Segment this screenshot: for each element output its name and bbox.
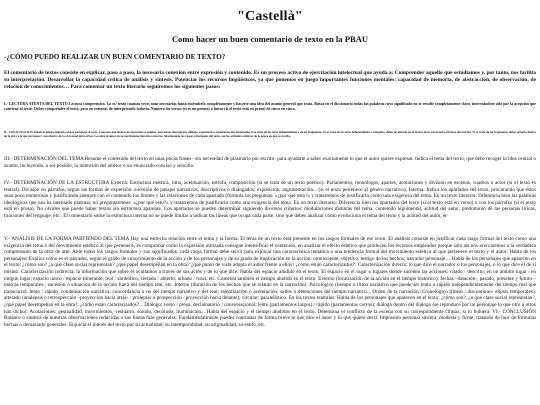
intro-paragraph: El comentario de textos consiste en explicar, paso a paso, la necesaria conexión entre expresión y contenido. Es un proceso activo de ejercitación intelectual que ayuda a: Comprender aquello que estudiamos y, por tanto, nos facilita su interpretación. Desarrollar la capacidad crítica de análisis y síntesis. Potenciar los recursos lingüísticos, ya que ponemos en juego importantes funciones mentales: capacidad de memoria, de abstracción, de observación, de relación de conocimientos… Para comentar un texto literario seguiremos los siguientes pasos: bbox=[4, 70, 536, 90]
section-lectura-atenta: I.- LECTURA ATENTA DEL TEXTO Lectura comprensiva. Lo es! texto cuantas veces sean necesarias hasta entenderlo completamente y hacerte una idea del asunto general que trata. Busca en el diccionario todas las palabras cuyo significado no te resulte completamente claro, interesándote sólo por la acepción que conviene al texto. Debes comprender el texto, pero no tratarás de interpretarlo todavía. Numera los versos (si es un poema) o líneas (si el texto está en prosa) de cinco en cinco. bbox=[4, 101, 536, 112]
section-analisis-forma: V.- ANÁLISIS DE LA FORMA PARTIENDO DEL TEMA Hay una estrecha relación entre el tema y la forma. El tema de un texto está presente en los rasgos formales de ese texto. El análisis consiste en justificar cada rasgo formal del texto como una exigencia del tema o del movimiento estético al que pertenece, es comprobar cómo la expresión utilizada consigue intensificar el contenido, en analizar el efecto estético que producen los recursos empleados porque sólo así nos acercaremos a la verdadera comprensión de la obra de arte. Ante todos los rasgos formales y sus significados: cada rasgo formal debe servir para explicar una característica temática o una tendencia formal del movimiento estético al que pertenece el texto y el autor. Habla de los personajes: Explica cómo es el narrador, según el grado de conocimiento de la acción y de los personajes y de su grado de implicación en la acción: omnisciente, objetivo, testigo de los hechos, narrador personaje… Habla de los personajes que aparecen en el texto: ¿cómo son? ¿a qué clase social representan? ¿qué papel desempeñan en la obra? ¿qué punto de vista adopta el autor frente a ellos? ¿cómo están caracterizados?: Caracterización directa: lo que dice el narrador o los personajes, o lo que dice él de sí mismo. Caracterización indirecta: la información que sobre él ocultamos a través de sus actos y de lo que dice. Habla del espacio aludido en el texto. El espacio en el lugar o lugares donde suceden las acciones: citado / descrito; en un ámbito lugar / en ningún lugar; espacio único / espacio itinerante; real / simbólico; cerrado / abierto; urbano / rural, etc. Comenta también el tiempo aludido en el texto: Externo (localización de la acción en el tiempo histórico): fechas –datación-, pasado, presente y futuro –marcas temporales-, sucesión o situación de la acción fuera del tiempo real, etc. Interno (duración de los hechos que se relatan en la narración). Psicológico (tiempo o ritmo narrativo que puede ser lento o rápido independientemente del tiempo real que transcurra): lento / rápido, condensación narrativa; concordancia o no del tiempo narrativo y del real; ralentización o aceleración; saltos o detenciones del tiempo narrativo... Orden de la narración: Cronológico (lineal / discontinuo- elipsis temporales); alterado (analepsis o retrospección –proyección hacia atrás- / prolepsis o prospección –proyección hacia delante); circular; paralelístico. En los textos teatrales: Habla de los personajes que aparecen en el texto: ¿cómo son?, ¿a qué clase social representan?, ¿qué papel desempeñan en la obra?, ¿cómo están caracterizados?... Diálogo: verso / prosa, declamatorio / conversacional; lento (parlamentos largos) / rápido (parlamentos cortos); diálogo dentro del diálogo (se reproduce por un personaje lo que otro u otros han dicho). Acotaciones: gestualidad, movimientos, vestuario, sonido, decorado, iluminación... Habla del espacio y el tiempo aludidos en el texto. Determina el conflicto de la escena con su correspondiente clímax, si lo hubiera. VI.- CONCLUSIÓN Balance o síntesis de nuestras observaciones reducidas a sus líneas más generales. Fundamentalmente puedes contrastar de forma breve lo que dice el autor y lo que quiere decir. Impresión personal sincera, modesta y firme, tratando de huir de fórmulas hechas o demasiado generales. Enjuicia el interés del texto por su actualidad, su intemporalidad, su originalidad, su estilo, etc. bbox=[4, 236, 536, 328]
document-title: "Castellà" bbox=[237, 9, 303, 24]
section-determinacion-tema: III.- DETERMINACIÓN DEL TEMA Resume el contenido del texto en unas pocas frases –sin necesidad de plasmarlo por escrito- para ayudarte a saber exactamente lo que el autor quiere expresar. Indica el tema del texto, que debe recoger la idea central o asunto, incluyendo, a ser posible, la intención del emisor o un enunciado conciso y sencillo. bbox=[4, 156, 536, 169]
section-question-heading: -¿CÓMO PUEDO REALIZAR UN BUEN COMENTARIO DE TEXTO? bbox=[4, 53, 226, 61]
section-localizacion: II.- LOCALIZACIÓN Señala el género literario al que pertenece el texto. Concreta qué técnica de expresión se emplea: narración, descripción, diálogo, exposición o argumentación. Determina si se trata de un texto independiente o de un fragmento; Si se trata de un texto independiente o completo, debes localizarlo en el marco de la trayectoria artística del escritor. Si se trata de un fragmento, debes situarlo dentro de la obra a la que pertenece y esta dentro de la obra total del escritor. Localiza al autor en su movimiento literario concreto, relacionando los rasgos principales del texto con las actitudes estéticas de la época en que se escribe. bbox=[4, 130, 536, 138]
section-determinacion-estructura: IV.- DETERMINACIÓN DE LA ESTRUCTURA Externa: Estructura métrica, rima, acentuación, estrofa, composición (si se trata de un texto poético). Parlamentos, monólogos, apartes, acotaciones y división en escenas, cuadros o actos (si el texto es teatral). División en párrafos, según las formas de expresión: sucesión de pasajes narrativos, descriptivos o dialogados; exposición, argumentación... (si el texto pertenece al género narrativo). Interna: Indica los apartados del texto, procurando que éstos sean poco numerosos y justificando siempre con el contenido los límites y las relaciones de cada apartado (formula las preguntas: «¿por qué esto?» y tratarremos de justificarlo como una exigencia del tema. En un texto literario: Diferencia bien las palabras ideológicas que nos ha intentado plasmar, no preguntaremos: «¿por qué esto?» y tratarremos de justificarlo como una exigencia del tema. En un texto literario: Diferencia bien los apartados del texto (si el texto está en verso) o con los párrafos (si el texto está en prosa). No olvides que puede haber textos sin estructura aparente. Los apartados se pueden determinar siguiendo diversos criterios: modulaciones distintas del tema, contenido argumental, actitud del autor, predominio de las personas líricas, funciones del lenguaje, etc.. El comentario sobre la estructura interna no se puede limitar a indicar las líneas que ocupa cada parte, sino que debes analizar cómo evoluciona el tema del texto y la actitud del autor, et bbox=[4, 180, 536, 219]
document-subtitle: Como hacer un buen comentario de texto en la PBAU bbox=[171, 34, 369, 44]
